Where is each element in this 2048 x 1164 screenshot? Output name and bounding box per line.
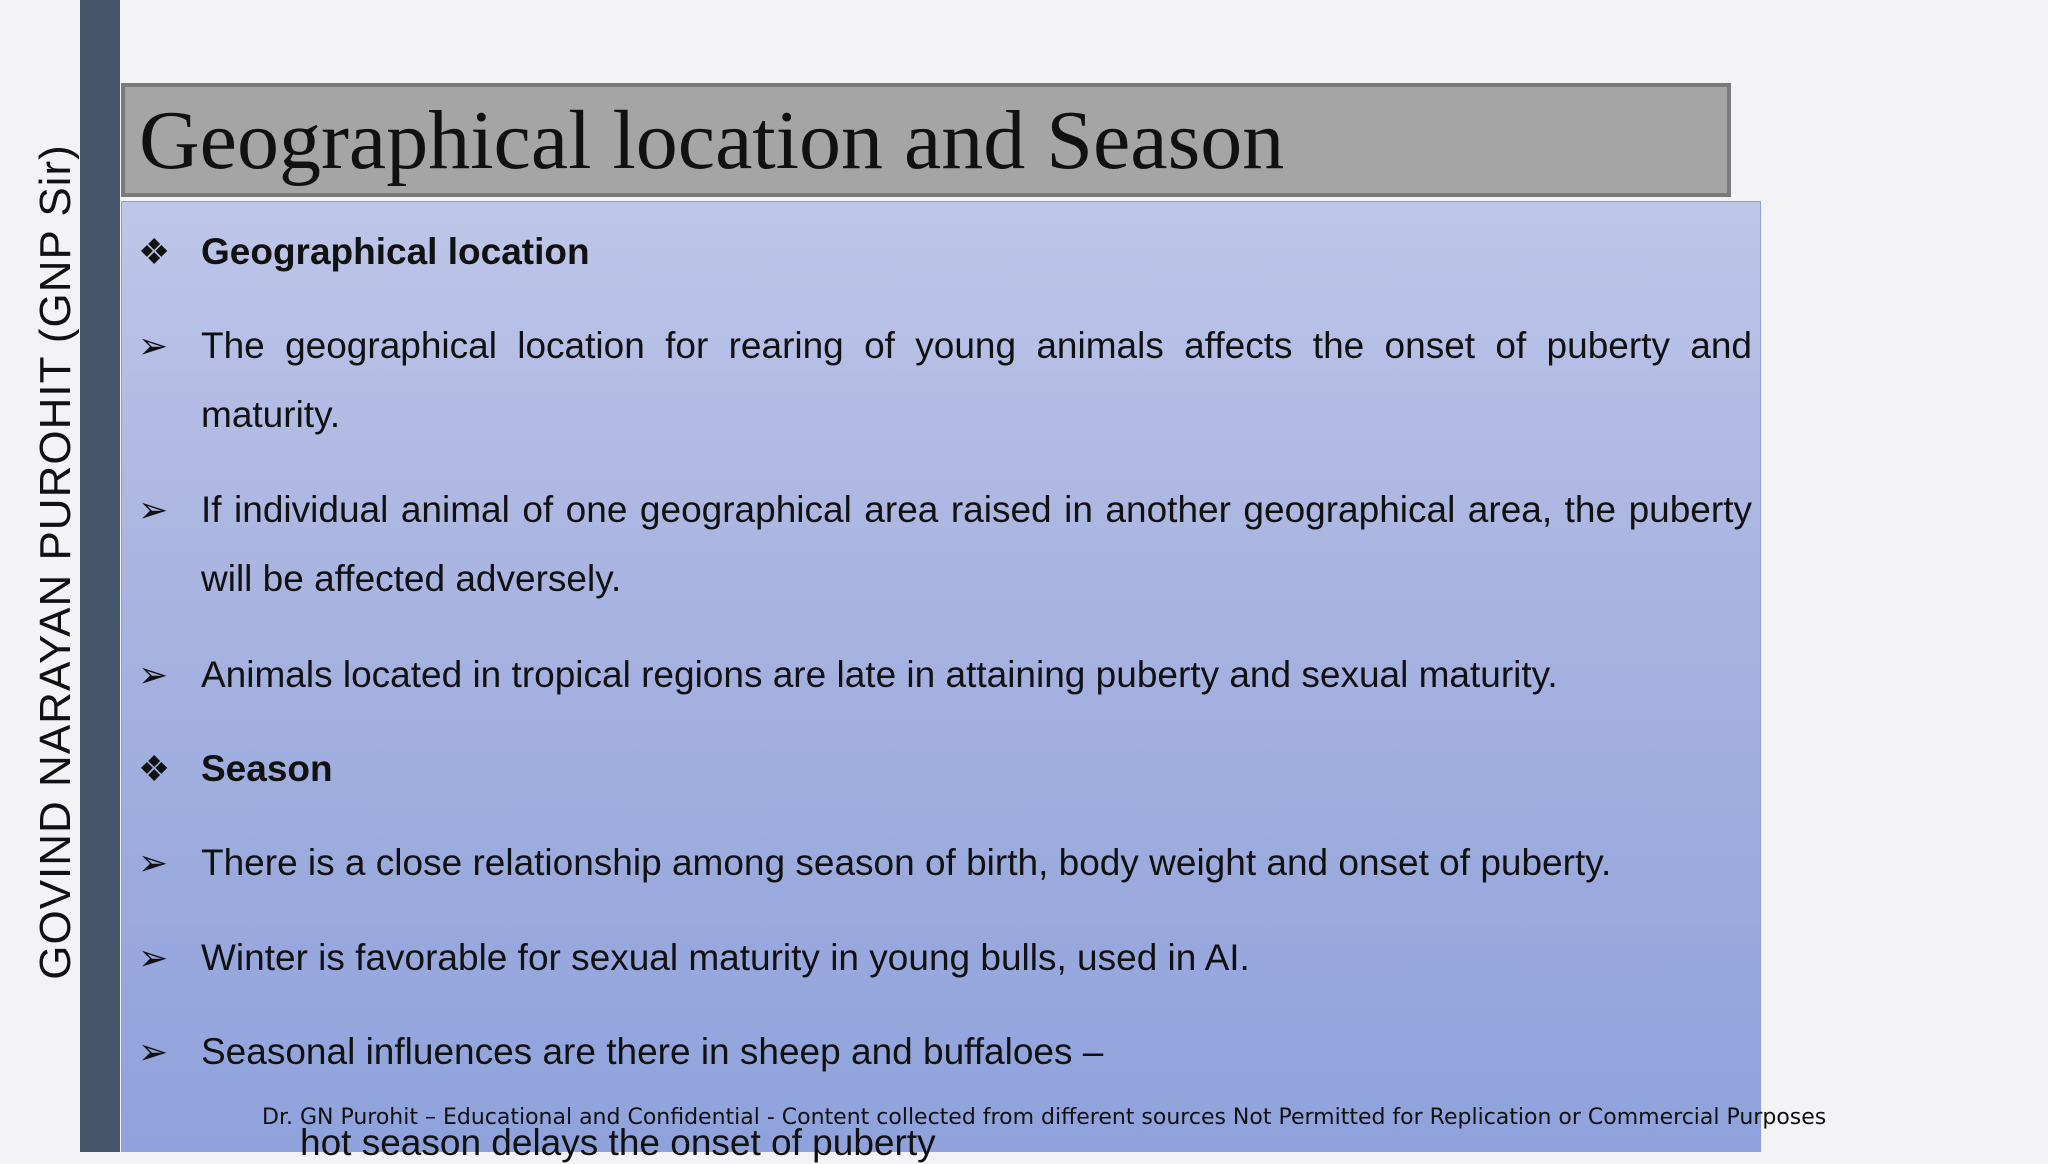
diamond-bullet-icon: ❖ [138, 231, 171, 272]
cut-off-text-line: hot season delays the onset of puberty [300, 1122, 936, 1163]
section-heading-text: Geographical location [201, 231, 590, 272]
author-vertical-label: GOVIND NARAYAN PUROHIT (GNP Sir) [31, 144, 80, 980]
diamond-bullet-icon: ❖ [138, 748, 171, 789]
section-heading-text: Season [201, 748, 333, 789]
sidebar-accent-bar [80, 0, 120, 1152]
bullet-text: Seasonal influences are there in sheep and buffaloes – [201, 1031, 1104, 1072]
bullet-text: If individual animal of one geographical area raised in another geographical area, the puberty will be affected adversely. [201, 489, 1752, 599]
sidebar-text-area [0, 0, 80, 1152]
slide-title: Geographical location and Season [139, 94, 1285, 187]
bullet-text: The geographical location for rearing of young animals affects the onset of puberty and maturity. [201, 325, 1752, 435]
arrow-bullet-icon: ➢ [138, 1031, 169, 1072]
slide-title-box [121, 83, 1731, 197]
bullet-text: Winter is favorable for sexual maturity in young bulls, used in AI. [201, 937, 1250, 978]
arrow-bullet-icon: ➢ [138, 489, 169, 530]
bullet-text: There is a close relationship among season of birth, body weight and onset of puberty. [201, 842, 1612, 883]
bullet-text: Animals located in tropical regions are late in attaining puberty and sexual maturity. [201, 654, 1558, 695]
arrow-bullet-icon: ➢ [138, 325, 169, 366]
arrow-bullet-icon: ➢ [138, 654, 169, 695]
arrow-bullet-icon: ➢ [138, 937, 169, 978]
arrow-bullet-icon: ➢ [138, 842, 169, 883]
footer-disclaimer: Dr. GN Purohit – Educational and Confidential - Content collected from different sources Not Permitted for Replication or Commercial Purposes [262, 1105, 1827, 1130]
slide-content-box [121, 201, 1761, 1152]
